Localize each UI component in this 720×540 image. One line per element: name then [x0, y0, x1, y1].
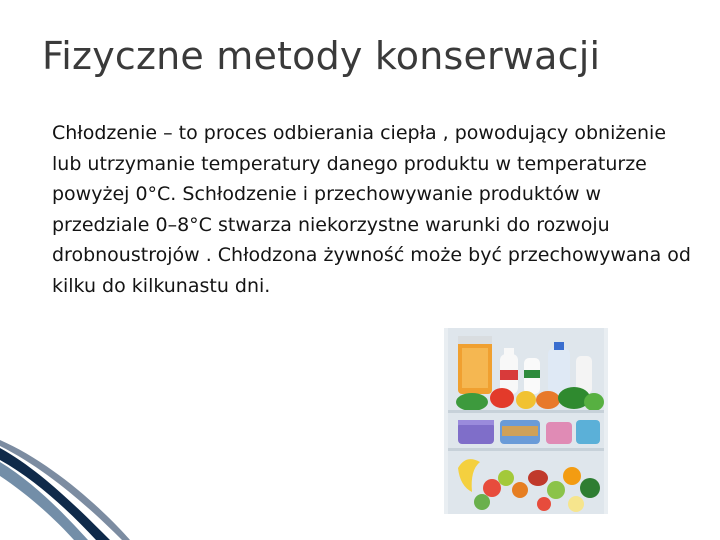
definition-term: Chłodzenie: [52, 122, 158, 144]
decorative-swoosh: [0, 440, 720, 540]
slide-title: Fizyczne metody konserwacji: [42, 34, 601, 78]
definition-text: – to proces odbierania ciepła , powodujący obniżenie lub utrzymanie temperatury danego produktu w temperaturze powyżej 0°C. Schłodzenie i przechowywanie produktów w przedziale 0–8°C stwarza niekorzystne warunki do rozwoju drobnoustrojów . Chłodzona żywność może być przechowywana od kilku do kilkunastu dni.: [52, 122, 691, 297]
definition-paragraph: [52, 118, 692, 301]
